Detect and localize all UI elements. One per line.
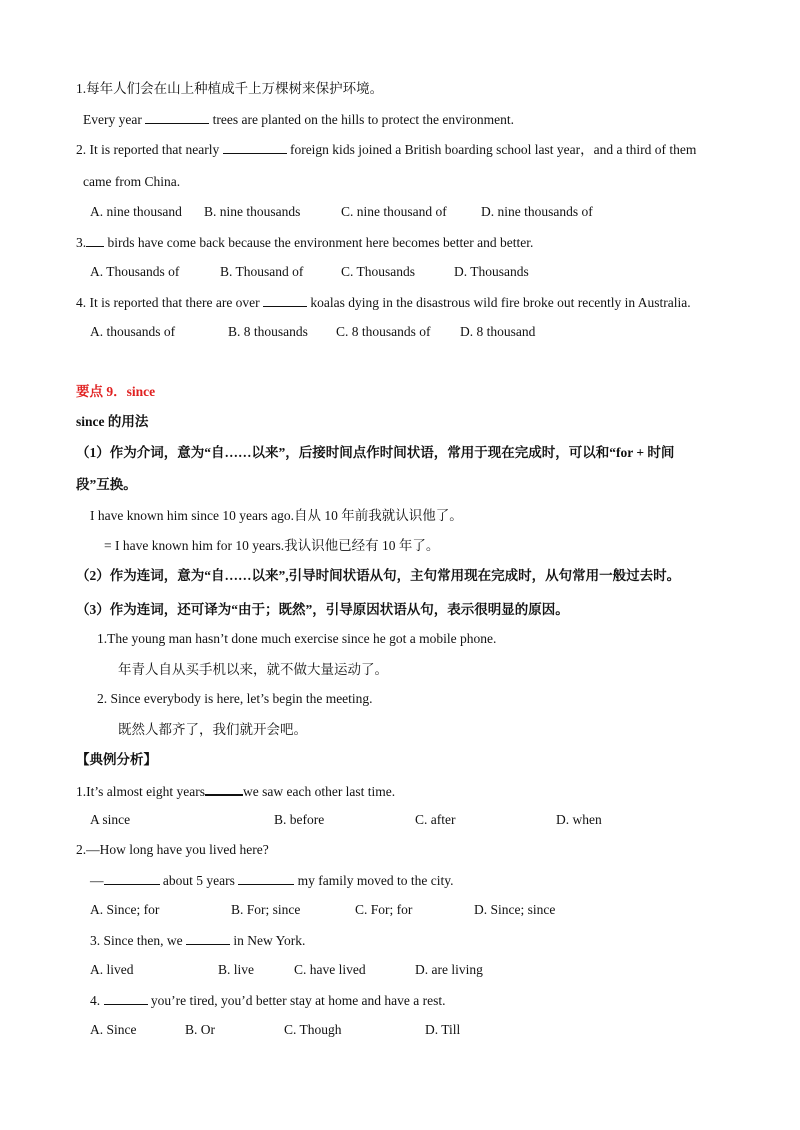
- section-title: 要点 9．since: [76, 384, 156, 399]
- q1-english-sentence: [83, 110, 514, 129]
- a2-option-c[interactable]: C. For; for: [355, 902, 413, 917]
- q2-option-a[interactable]: A. nine thousand: [90, 204, 182, 219]
- example-3-chinese: 既然人都齐了，我们就开会吧。: [118, 722, 307, 737]
- example-2-chinese: 年青人自从买手机以来，就不做大量运动了。: [118, 662, 388, 677]
- a1-option-c[interactable]: C. after: [415, 812, 456, 827]
- a4-text-before: 4.: [90, 993, 104, 1008]
- q1-text-before: Every year: [83, 112, 146, 127]
- q3-option-d[interactable]: D. Thousands: [454, 264, 529, 279]
- q3-stem: [76, 233, 533, 252]
- q1-answer-blank[interactable]: [145, 110, 209, 124]
- a3-option-c[interactable]: C. have lived: [294, 962, 366, 977]
- a1-text-before: 1.It’s almost eight years: [76, 784, 205, 799]
- a3-stem: [90, 931, 305, 950]
- a4-option-a[interactable]: A. Since: [90, 1022, 137, 1037]
- a1-option-d[interactable]: D. when: [556, 812, 602, 827]
- a4-option-d[interactable]: D. Till: [425, 1022, 461, 1037]
- a3-option-d[interactable]: D. are living: [415, 962, 483, 977]
- rule-3: （3）作为连词，还可译为“由于；既然”，引导原因状语从句，表示很明显的原因。: [76, 602, 569, 617]
- q2-stem-line1: [76, 140, 696, 159]
- q3-option-a[interactable]: A. Thousands of: [90, 264, 180, 279]
- q2-option-d[interactable]: D. nine thousands of: [481, 204, 593, 219]
- q3-answer-blank[interactable]: [86, 233, 104, 247]
- example-3-english: 2. Since everybody is here, let’s begin the meeting.: [97, 691, 373, 706]
- a4-answer-blank[interactable]: [104, 991, 148, 1005]
- q4-text-before: 4. It is reported that there are over: [76, 295, 264, 310]
- q3-option-b[interactable]: B. Thousand of: [220, 264, 304, 279]
- a3-option-b[interactable]: B. live: [218, 962, 254, 977]
- a3-text-before: 3. Since then, we: [90, 933, 186, 948]
- a2-stem-line1: 2.—How long have you lived here?: [76, 842, 269, 857]
- a2-option-a[interactable]: A. Since; for: [90, 902, 160, 917]
- a2-option-d[interactable]: D. Since; since: [474, 902, 556, 917]
- q4-text-after: koalas dying in the disastrous wild fire broke out recently in Australia.: [307, 295, 691, 310]
- a4-option-c[interactable]: C. Though: [284, 1022, 342, 1037]
- usage-title: since 的用法: [76, 414, 149, 429]
- a2-answer-blank-1[interactable]: [104, 871, 160, 885]
- q4-option-a[interactable]: A. thousands of: [90, 324, 176, 339]
- analysis-title: 【典例分析】: [76, 752, 157, 767]
- a2-option-b[interactable]: B. For; since: [231, 902, 301, 917]
- example-2-english: 1.The young man hasn’t done much exercise since he got a mobile phone.: [97, 631, 497, 646]
- a3-text-after: in New York.: [229, 933, 306, 948]
- a1-stem: [76, 781, 395, 801]
- q3-option-c[interactable]: C. Thousands: [341, 264, 416, 279]
- example-1-line1: I have known him since 10 years ago.自从 10 年前我就认识他了。: [90, 508, 463, 523]
- a2-dash: —: [90, 873, 104, 888]
- q4-stem: [76, 293, 691, 312]
- a3-answer-blank[interactable]: [186, 931, 230, 945]
- a1-text-after: we saw each other last time.: [242, 784, 396, 799]
- a3-option-a[interactable]: A. lived: [90, 962, 134, 977]
- q2-stem-line2: came from China.: [83, 174, 181, 189]
- q1-text-after: trees are planted on the hills to protect the environment.: [209, 112, 514, 127]
- q4-answer-blank[interactable]: [263, 293, 307, 307]
- example-1-line2: = I have known him for 10 years.我认识他已经有 10 年了。: [104, 538, 440, 553]
- a2-text-after: my family moved to the city.: [294, 873, 454, 888]
- q4-option-b[interactable]: B. 8 thousands: [228, 324, 308, 339]
- a1-answer-blank[interactable]: [205, 781, 243, 796]
- q3-number: 3.: [76, 235, 87, 250]
- q2-answer-blank[interactable]: [223, 140, 287, 154]
- q4-option-d[interactable]: D. 8 thousand: [460, 324, 536, 339]
- q2-option-b[interactable]: B. nine thousands: [204, 204, 301, 219]
- a4-option-b[interactable]: B. Or: [185, 1022, 215, 1037]
- q2-option-c[interactable]: C. nine thousand of: [341, 204, 447, 219]
- rule-1-line1: （1）作为介词，意为“自……以来”，后接时间点作时间状语，常用于现在完成时，可以和“for + 时间: [76, 445, 675, 460]
- a1-option-a[interactable]: A since: [90, 812, 131, 827]
- a2-stem-line2: [90, 871, 453, 890]
- q4-option-c[interactable]: C. 8 thousands of: [336, 324, 431, 339]
- q2-text-after: foreign kids joined a British boarding school last year，and a third of them: [286, 142, 697, 157]
- rule-1-line2: 段”互换。: [76, 477, 137, 492]
- a4-stem: [90, 991, 446, 1010]
- q2-text-before: 2. It is reported that nearly: [76, 142, 223, 157]
- a2-answer-blank-2[interactable]: [238, 871, 294, 885]
- a1-option-b[interactable]: B. before: [274, 812, 325, 827]
- a4-text-after: you’re tired, you’d better stay at home and have a rest.: [147, 993, 446, 1008]
- rule-2: （2）作为连词，意为“自……以来”,引导时间状语从句，主句常用现在完成时，从句常用一般过去时。: [76, 568, 681, 583]
- q3-text-after: birds have come back because the environment here becomes better and better.: [104, 235, 534, 250]
- q1-chinese-text: 1.每年人们会在山上种植成千上万棵树来保护环境。: [76, 81, 384, 96]
- a2-text-middle: about 5 years: [159, 873, 239, 888]
